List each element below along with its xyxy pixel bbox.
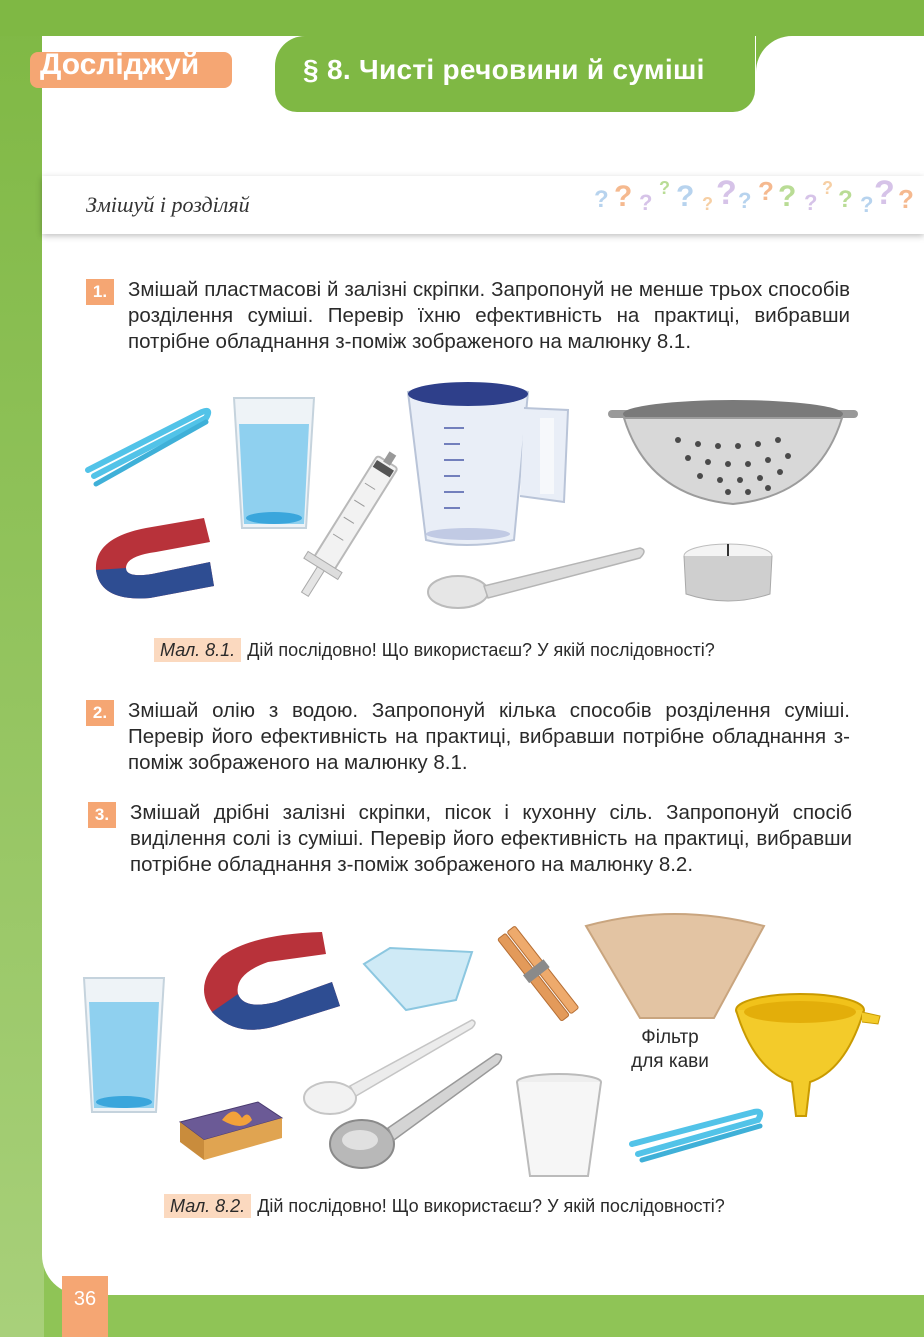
glass-shard-illustration <box>360 944 480 1014</box>
measuring-jug-illustration <box>404 378 580 550</box>
tweezers-illustration-2 <box>628 1104 768 1164</box>
header-right-white <box>756 36 924 176</box>
task-3-text: Змішай дрібні залізні скріпки, пісок і кухонну сіль. Запропонуй спосіб виділення солі із суміші. Перевір його ефективність на практиці, вибравши потрібне обладнання з-поміж зображеного на малюнку 8.2. <box>130 801 852 876</box>
colander-illustration <box>608 396 858 508</box>
figure-1-label: Мал. 8.1. <box>154 638 241 662</box>
page-title: § 8. Чисті речовини й суміші <box>303 54 705 85</box>
spoon-illustration <box>426 540 648 616</box>
metal-spoon-illustration <box>326 1044 504 1176</box>
magnet-illustration <box>86 498 226 610</box>
funnel-illustration <box>734 990 884 1120</box>
clothespin-illustration <box>496 920 580 1030</box>
tea-candle-illustration <box>682 536 774 608</box>
page-number: 36 <box>62 1276 108 1337</box>
left-green-margin <box>0 0 44 1337</box>
section-title: Змішуй і розділяй <box>86 192 250 217</box>
coffee-filter-label-line2: для кави <box>631 1051 709 1072</box>
explore-badge <box>30 48 232 88</box>
task-3-number: 3. <box>88 802 116 828</box>
task-1-text: Змішай пластмасові й залізні скріпки. Запропонуй не менше трьох способів розділення суміші. Перевір їхню ефективність на практиці, вибравши потрібне обладнання з-поміж зображеного на малюнку 8.1. <box>128 278 850 353</box>
explore-badge-label: Досліджуй <box>40 48 200 81</box>
figure-1-caption <box>154 640 715 661</box>
task-1-number: 1. <box>86 279 114 305</box>
paper-cup-illustration <box>514 1072 604 1180</box>
figure-1-caption-text: Дій послідовно! Що використаєш? У якій послідовності? <box>247 640 715 660</box>
glass-of-water-illustration-2 <box>82 974 166 1118</box>
task-2-number: 2. <box>86 700 114 726</box>
figure-2-caption <box>164 1196 725 1217</box>
coffee-filter-label <box>620 1026 720 1074</box>
coffee-filter-label-line1: Фільтр <box>641 1027 699 1048</box>
syringe-illustration <box>292 440 402 610</box>
tweezers-illustration <box>84 404 214 494</box>
section-bar: Змішуй і розділяй ? ? ? ? ? ? ? ? ? ? ? ? ? ? ? ? <box>42 176 924 234</box>
figure-2-caption-text: Дій послідовно! Що використаєш? У якій послідовності? <box>257 1196 725 1216</box>
matchbox-illustration <box>178 1098 284 1162</box>
figure-2-label: Мал. 8.2. <box>164 1194 251 1218</box>
task-2-text: Змішай олію з водою. Запропонуй кілька способів розділення суміші. Перевір його ефективність на практиці, вибравши потрібне обладнання з-поміж зображеного на малюнку 8.1. <box>128 699 850 774</box>
